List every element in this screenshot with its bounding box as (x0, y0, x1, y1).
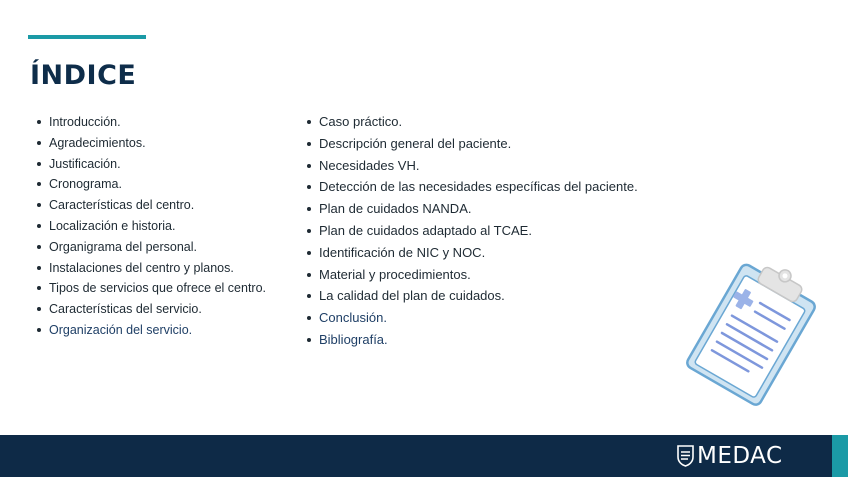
index-list-left (37, 114, 266, 343)
index-item: Tipos de servicios que ofrece el centro. (37, 280, 266, 301)
index-item: Necesidades VH. (307, 158, 638, 180)
medical-clipboard-icon (672, 258, 832, 408)
index-item: Características del servicio. (37, 301, 266, 322)
footer-accent (832, 435, 848, 477)
index-item: Instalaciones del centro y planos. (37, 260, 266, 281)
index-item: La calidad del plan de cuidados. (307, 288, 638, 310)
page-title: ÍNDICE (30, 60, 137, 91)
index-link-item[interactable]: Organización del servicio. (37, 322, 266, 343)
medac-shield-icon (677, 445, 694, 467)
index-item: Localización e historia. (37, 218, 266, 239)
index-item: Agradecimientos. (37, 135, 266, 156)
index-item: Detección de las necesidades específicas del paciente. (307, 179, 638, 201)
brand-name: MEDAC (697, 443, 783, 469)
index-link-item[interactable]: Conclusión. (307, 310, 638, 332)
index-item: Justificación. (37, 156, 266, 177)
index-item: Organigrama del personal. (37, 239, 266, 260)
index-item: Material y procedimientos. (307, 267, 638, 289)
index-item: Introducción. (37, 114, 266, 135)
index-item: Identificación de NIC y NOC. (307, 245, 638, 267)
index-item: Caso práctico. (307, 114, 638, 136)
index-item: Cronograma. (37, 176, 266, 197)
index-list-right (307, 114, 638, 354)
index-link-item[interactable]: Bibliografía. (307, 332, 638, 354)
index-item: Plan de cuidados adaptado al TCAE. (307, 223, 638, 245)
accent-rule (28, 35, 146, 39)
index-item: Plan de cuidados NANDA. (307, 201, 638, 223)
footer-bar (0, 435, 848, 477)
index-item: Características del centro. (37, 197, 266, 218)
medac-logo[interactable] (677, 444, 783, 468)
index-item: Descripción general del paciente. (307, 136, 638, 158)
